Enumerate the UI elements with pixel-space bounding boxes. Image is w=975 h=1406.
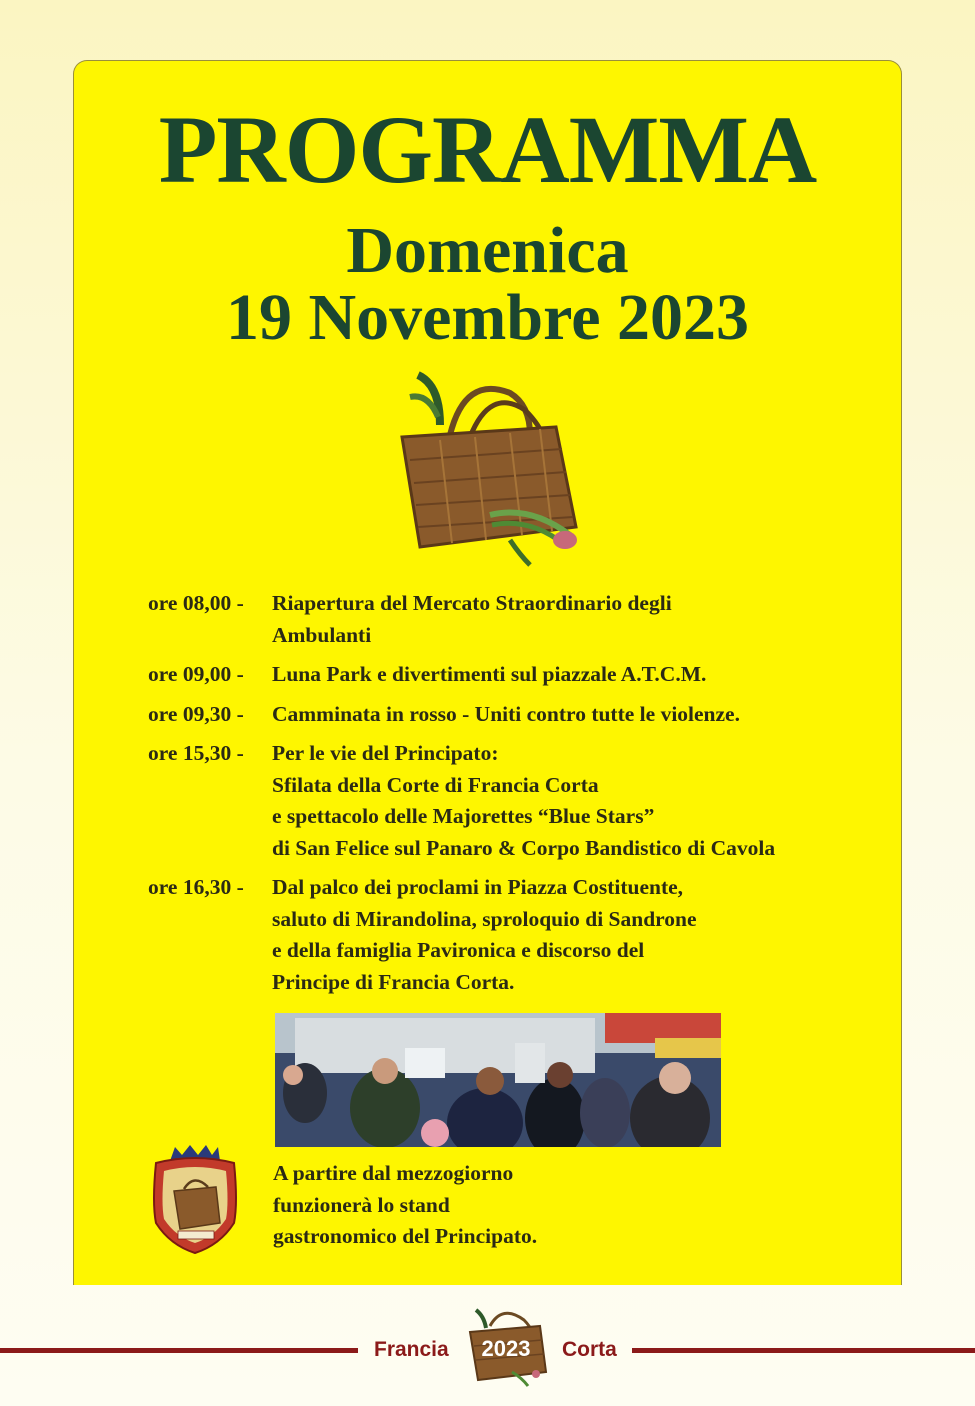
crowd-photo [275, 1013, 721, 1147]
schedule-text: Luna Park e divertimenti sul piazzale A.T.C.M. [272, 662, 707, 686]
schedule-text: Riapertura del Mercato Straordinario degli Ambulanti [272, 591, 672, 647]
schedule-time: ore 16,30 - [148, 875, 244, 899]
poster-title: PROGRAMMA [158, 96, 817, 203]
schedule-item [148, 588, 848, 651]
schedule-item [148, 738, 848, 864]
schedule-time: ore 09,30 - [148, 701, 244, 726]
schedule-list [148, 588, 848, 1006]
poster-day: Domenica [346, 214, 629, 287]
schedule-item [148, 699, 848, 731]
schedule-item [148, 872, 848, 998]
brand-corta: Corta [562, 1338, 617, 1361]
logo-year: 2023 [481, 1336, 531, 1361]
schedule-item [148, 659, 848, 691]
poster-date: 19 Novembre 2023 [225, 281, 750, 354]
schedule-text: Camminata in rosso - Uniti contro tutte le violenze. [272, 701, 740, 726]
footer-rule-right [632, 1348, 975, 1353]
footer-rule-left [0, 1348, 358, 1353]
stand-note: A partire dal mezzogiorno funzionerà lo stand gastronomico del Principato. [273, 1161, 538, 1248]
principato-crest [150, 1143, 240, 1255]
schedule-time: ore 09,00 - [148, 662, 244, 686]
basket-illustration [380, 365, 590, 570]
brand-francia: Francia [374, 1338, 449, 1361]
schedule-time: ore 15,30 - [148, 741, 244, 765]
schedule-text: Dal palco dei proclami in Piazza Costituente, saluto di Mirandolina, sproloquio di Sandrone e della famiglia Pavironica e discorso del Principe di Francia Corta. [272, 875, 697, 994]
schedule-text: Per le vie del Principato: Sfilata della Corte di Francia Corta e spettacolo delle Majorettes “Blue Stars” di San Felice sul Panaro & Corpo Bandistico di Cavola [272, 741, 776, 860]
schedule-time: ore 08,00 - [148, 591, 244, 615]
francia-corta-logo [462, 1306, 550, 1388]
